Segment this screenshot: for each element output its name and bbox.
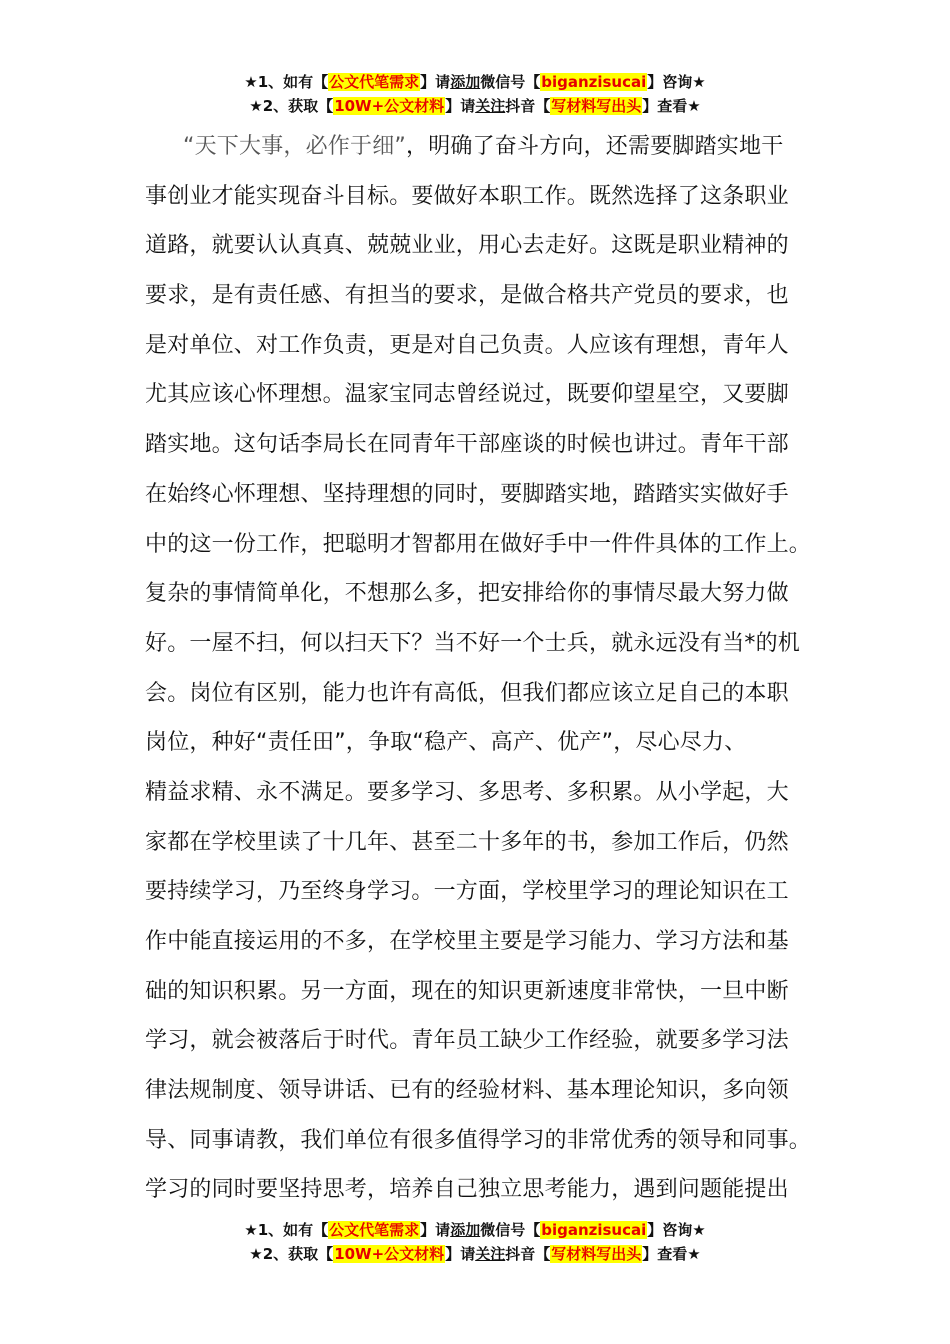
banner-text: 】请 xyxy=(445,1245,476,1263)
banner-text: 】请 xyxy=(445,97,476,115)
banner-line-1 xyxy=(0,1218,950,1242)
banner-text: 】请 xyxy=(420,1221,451,1239)
banner-highlight-wechat: biganzisucai xyxy=(541,73,647,91)
banner-text: 微信号【 xyxy=(480,73,541,91)
banner-text: 】请 xyxy=(420,73,451,91)
body-line: 是对单位、对工作负责，更是对自己负责。人应该有理想，青年人 xyxy=(145,332,789,358)
banner-highlight-douyin: 写材料写出头 xyxy=(551,1245,642,1263)
body-line: 尤其应该心怀理想。温家宝同志曾经说过，既要仰望星空，又要脚 xyxy=(145,382,789,408)
banner-text: ★1、如有【 xyxy=(244,73,329,91)
body-line: 学习，就会被落后于时代。青年员工缺少工作经验，就要多学习法 xyxy=(145,1028,789,1054)
banner-underlined: 关注 xyxy=(475,97,506,115)
footer-banner xyxy=(0,1218,950,1266)
body-line: 在始终心怀理想、坚持理想的同时，要脚踏实地，踏踏实实做好手 xyxy=(145,481,789,507)
banner-underlined: 添加 xyxy=(450,73,481,91)
banner-highlight-wechat: biganzisucai xyxy=(541,1221,647,1239)
banner-text: 】咨询★ xyxy=(647,73,706,91)
body-line: 家都在学校里读了十几年、甚至二十多年的书，参加工作后，仍然 xyxy=(145,829,789,855)
body-line: 好。一屋不扫，何以扫天下？当不好一个士兵，就永远没有当*的机 xyxy=(145,630,801,656)
banner-highlight-douyin: 写材料写出头 xyxy=(551,97,642,115)
body-line: 道路，就要认认真真、兢兢业业，用心去走好。这既是职业精神的 xyxy=(145,233,789,259)
body-text: ，明确了奋斗方向，还需要脚踏实地干 xyxy=(406,134,784,159)
banner-text: 】查看★ xyxy=(642,1245,701,1263)
body-line: 学习的同时要坚持思考，培养自己独立思考能力，遇到问题能提出 xyxy=(145,1177,789,1203)
banner-text: ★2、获取【 xyxy=(249,1245,334,1263)
body-line: 要持续学习，乃至终身学习。一方面，学校里学习的理论知识在工 xyxy=(145,879,789,905)
body-line: 要求，是有责任感、有担当的要求，是做合格共产党员的要求，也 xyxy=(145,283,789,309)
banner-text: 抖音【 xyxy=(505,97,551,115)
banner-underlined: 添加 xyxy=(450,1221,481,1239)
header-banner xyxy=(0,70,950,118)
banner-line-2 xyxy=(0,1242,950,1266)
body-line: 精益求精、永不满足。要多学习、多思考、多积累。从小学起，大 xyxy=(145,779,789,805)
body-line: 导、同事请教，我们单位有很多值得学习的非常优秀的领导和同事。 xyxy=(145,1127,812,1153)
body-line: 作中能直接运用的不多，在学校里主要是学习能力、学习方法和基 xyxy=(145,929,789,954)
banner-text: 】咨询★ xyxy=(647,1221,706,1239)
body-line: 踏实地。这句话李局长在同青年干部座谈的时候也讲过。青年干部 xyxy=(145,432,789,458)
banner-underlined: 关注 xyxy=(475,1245,506,1263)
document-body xyxy=(145,122,815,1215)
banner-line-1 xyxy=(0,70,950,94)
body-line: 岗位，种好“责任田”，争取“稳产、高产、优产”，尽心尽力、 xyxy=(145,730,747,756)
body-line: 础的知识积累。另一方面，现在的知识更新速度非常快，一旦中断 xyxy=(145,978,789,1004)
banner-text: ★1、如有【 xyxy=(244,1221,329,1239)
body-line: 中的这一份工作，把聪明才智都用在做好手中一件件具体的工作上。 xyxy=(145,531,812,557)
banner-highlight: 公文代笔需求 xyxy=(329,73,420,91)
banner-line-2 xyxy=(0,94,950,118)
banner-text: ★2、获取【 xyxy=(249,97,334,115)
banner-highlight: 10W+公文材料 xyxy=(334,97,445,115)
banner-highlight: 公文代笔需求 xyxy=(329,1221,420,1239)
banner-text: 抖音【 xyxy=(505,1245,551,1263)
body-line: 事创业才能实现奋斗目标。要做好本职工作。既然选择了这条职业 xyxy=(145,183,789,209)
banner-text: 】查看★ xyxy=(642,97,701,115)
banner-highlight: 10W+公文材料 xyxy=(334,1245,445,1263)
body-line: 律法规制度、领导讲话、已有的经验材料、基本理论知识，多向领 xyxy=(145,1078,789,1104)
body-line: 会。岗位有区别，能力也许有高低，但我们都应该立足自己的本职 xyxy=(145,680,789,706)
quote-text: “天下大事，必作于细” xyxy=(183,134,406,159)
body-line: 复杂的事情简单化，不想那么多，把安排给你的事情尽最大努力做 xyxy=(145,581,789,607)
paragraph-first-line xyxy=(145,122,815,172)
banner-text: 微信号【 xyxy=(480,1221,541,1239)
